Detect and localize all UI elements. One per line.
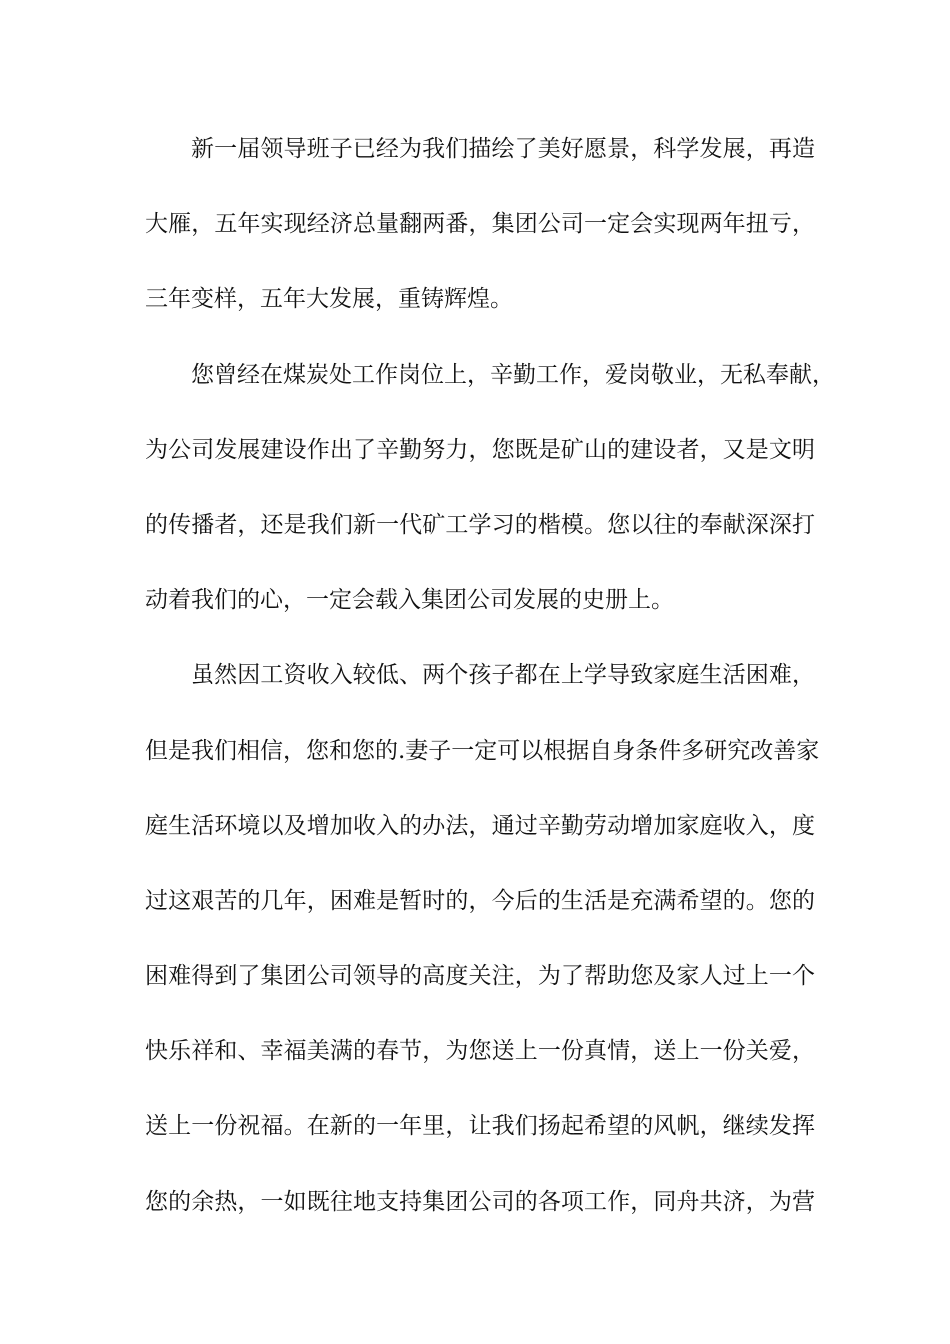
- paragraph-line: 新一届领导班子已经为我们描绘了美好愿景，科学发展，再造: [191, 136, 815, 162]
- paragraph-line: 您的余热，一如既往地支持集团公司的各项工作，同舟共济，为营: [145, 1188, 815, 1215]
- paragraph-line: 您曾经在煤炭处工作岗位上，辛勤工作，爱岗敬业，无私奉献，: [191, 361, 835, 388]
- paragraph-line: 庭生活环境以及增加收入的办法，通过辛勤劳动增加家庭收入，度: [145, 812, 815, 839]
- paragraph-2: [145, 357, 835, 620]
- paragraph-line: 虽然因工资收入较低、两个孩子都在上学导致家庭生活困难，: [191, 662, 815, 689]
- paragraph-line: 动着我们的心，一定会载入集团公司发展的史册上。: [145, 587, 674, 614]
- paragraph-line: 为公司发展建设作出了辛勤努力，您既是矿山的建设者，又是文明: [145, 436, 815, 463]
- paragraph-line: 快乐祥和、幸福美满的春节，为您送上一份真情，送上一份关爱，: [145, 1038, 815, 1065]
- paragraph-1: [145, 131, 815, 319]
- paragraph-3: [145, 657, 820, 1221]
- paragraph-line: 大雁，五年实现经济总量翻两番，集团公司一定会实现两年扭亏，: [145, 211, 815, 238]
- paragraph-line: 送上一份祝福。在新的一年里，让我们扬起希望的风帆，继续发挥: [145, 1113, 815, 1140]
- paragraph-line: 但是我们相信，您和您的.妻子一定可以根据自身条件多研究改善家: [145, 737, 820, 764]
- paragraph-line: 的传播者，还是我们新一代矿工学习的楷模。您以往的奉献深深打: [145, 511, 815, 538]
- paragraph-line: 困难得到了集团公司领导的高度关注，为了帮助您及家人过上一个: [145, 963, 815, 990]
- paragraph-line: 过这艰苦的几年，困难是暂时的，今后的生活是充满希望的。您的: [145, 887, 815, 914]
- paragraph-line: 三年变样，五年大发展，重铸辉煌。: [145, 286, 513, 313]
- document-body: [145, 131, 835, 1221]
